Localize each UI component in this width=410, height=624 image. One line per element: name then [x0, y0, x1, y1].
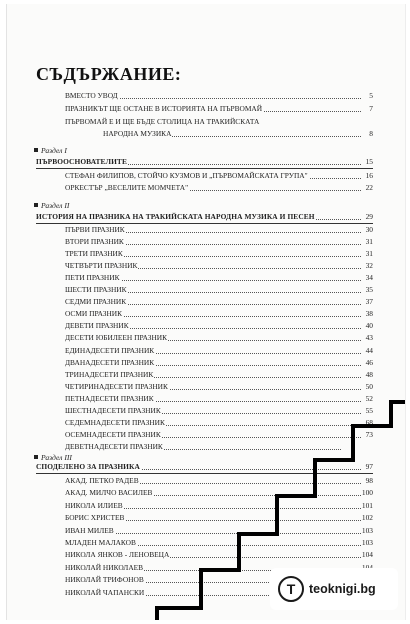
toc-entry-title: ИВАН МИЛЕВ — [65, 525, 114, 535]
toc-page-number: 48 — [365, 369, 373, 379]
toc-page-number: 73 — [365, 429, 373, 439]
toc-entry-title: НАРОДНА МУЗИКА — [103, 129, 172, 138]
toc-entry-title: ПЕТИ ПРАЗНИК — [65, 273, 120, 283]
toc-page-number: 29 — [365, 212, 373, 221]
toc-entry-title: ЧЕТИРИНАДЕСЕТИ ПРАЗНИК — [65, 381, 168, 391]
toc-entry-title: ОСЕМНАДЕСЕТИ ПРАЗНИК — [65, 429, 161, 439]
toc-entry-title: ТРИНАДЕСЕТИ ПРАЗНИК — [65, 369, 154, 379]
toc-page-number: 37 — [365, 297, 373, 307]
toc-entry-title: ОРКЕСТЪР „ВЕСЕЛИТЕ МОМЧЕТА" — [65, 183, 189, 192]
toc-entry-title: ДЕСЕТИ ЮБИЛЕЕН ПРАЗНИК — [65, 333, 168, 343]
toc-entry-title: ПЪРВООСНОВАТЕЛИТЕ — [36, 157, 127, 166]
toc-page-number: 8 — [369, 129, 373, 138]
toc-entry-title: ПЪРВИ ПРАЗНИК — [65, 225, 125, 234]
section-label-text: Раздел I — [41, 146, 67, 155]
toc-entry-title: ПЕТНАДЕСЕТИ ПРАЗНИК — [65, 393, 154, 403]
toc-entry-title: ПЪРВОМАЙ Е И ЩЕ БЪДЕ СТОЛИЦА НА ТРАКИЙСКАТА — [65, 117, 260, 126]
toc-entry-title: ШЕСТИ ПРАЗНИК — [65, 285, 127, 295]
toc-entry-title: НИКОЛАЙ ТРИФОНОВ — [65, 575, 144, 585]
toc-page-number: 15 — [365, 157, 373, 166]
toc-entry-title: ДВАНАДЕСЕТИ ПРАЗНИК — [65, 357, 155, 367]
toc-entry-title: ЕДИНАДЕСЕТИ ПРАЗНИК — [65, 345, 155, 355]
toc-page-number: 68 — [365, 417, 373, 427]
toc-page-number: 52 — [365, 393, 373, 403]
toc-entry-title: МЛАДЕН МАЛАКОВ — [65, 538, 136, 547]
toc-entry-title: СЕДЕМНАДЕСЕТИ ПРАЗНИК — [65, 417, 165, 427]
teoknigi-logo — [270, 568, 398, 610]
toc-entry-title: ТРЕТИ ПРАЗНИК — [65, 249, 123, 259]
toc-page-number: 31 — [365, 237, 373, 247]
toc-page-number: 104 — [361, 550, 373, 560]
section-label-text: Раздел III — [41, 453, 72, 462]
toc-entry-title: НИКОЛАЙ НИКОЛАЕВ — [65, 562, 144, 572]
page-title: СЪДЪРЖАНИЕ: — [36, 64, 182, 84]
toc-page-number: 101 — [361, 500, 373, 510]
toc-page-number: 55 — [365, 405, 373, 415]
toc-page-number: 103 — [361, 525, 373, 535]
toc-page-number: 40 — [365, 321, 373, 331]
staircase-graphic — [7, 4, 405, 620]
toc-page-number: 97 — [365, 462, 373, 471]
toc-entry-title: СЕДМИ ПРАЗНИК — [65, 297, 127, 307]
toc-page-number: 5 — [369, 91, 373, 100]
toc-entry-title: ДЕВЕТИ ПРАЗНИК — [65, 321, 129, 331]
logo-brand-text: teoknigi.bg — [309, 582, 376, 596]
toc-entry-title: БОРИС ХРИСТЕВ — [65, 513, 125, 523]
book-t-icon: T — [278, 576, 304, 602]
toc-entry-title: ВМЕСТО УВОД — [65, 91, 118, 100]
toc-entry-title: ЧЕТВЪРТИ ПРАЗНИК — [65, 261, 138, 271]
toc-page-number: 16 — [365, 171, 373, 180]
toc-page-number: 34 — [365, 273, 373, 283]
toc-page-number: 22 — [365, 183, 373, 192]
toc-entry-title: СПОДЕЛЕНО ЗА ПРАЗНИКА — [36, 462, 140, 471]
toc-page-number: 102 — [361, 513, 373, 523]
toc-page-number: 98 — [365, 476, 373, 485]
toc-entry-title: ШЕСТНАДЕСЕТИ ПРАЗНИК — [65, 405, 161, 415]
toc-entry-title: ДЕВЕТНАДЕСЕТИ ПРАЗНИК — [65, 441, 163, 451]
toc-page-number: 43 — [365, 333, 373, 343]
toc-page-number: 100 — [361, 488, 373, 498]
toc-page-number: 30 — [365, 225, 373, 234]
toc-page-number: 32 — [365, 261, 373, 271]
toc-entry-title: ИСТОРИЯ НА ПРАЗНИКА НА ТРАКИЙСКАТА НАРОДНА МУЗИКА И ПЕСЕН — [36, 212, 315, 221]
toc-entry-title: АКАД. ПЕТКО РАДЕВ — [65, 476, 139, 485]
toc-entry-title: ПРАЗНИКЪТ ЩЕ ОСТАНЕ В ИСТОРИЯТА НА ПЪРВОМАЙ — [65, 104, 263, 113]
toc-page-number: 46 — [365, 357, 373, 367]
toc-entry-title: НИКОЛА ЯНКОВ - ЛЕНОВЕЦА — [65, 550, 170, 560]
toc-page-number: 7 — [369, 104, 373, 113]
toc-entry-title: АКАД. МИЛЧО ВАСИЛЕВ — [65, 488, 153, 498]
toc-page-number: 38 — [365, 309, 373, 319]
toc-entry-title: ВТОРИ ПРАЗНИК — [65, 237, 124, 247]
toc-entry-title: ОСМИ ПРАЗНИК — [65, 309, 123, 319]
toc-entry-title: НИКОЛАЙ ЧАПАНСКИ — [65, 587, 145, 597]
toc-page-number: 103 — [361, 538, 373, 547]
toc-page-number: 50 — [365, 381, 373, 391]
toc-entry-title: НИКОЛА ИЛИЕВ — [65, 500, 123, 510]
book-page — [6, 4, 406, 620]
toc-page-number: 31 — [365, 249, 373, 259]
section-label-text: Раздел II — [41, 201, 70, 210]
toc-page-number: 35 — [365, 285, 373, 295]
toc-page-number: 44 — [365, 345, 373, 355]
toc-entry-title: СТЕФАН ФИЛИПОВ, СТОЙЧО КУЗМОВ И „ПЪРВОМАЙСКАТА ГРУПА" — [65, 171, 308, 180]
